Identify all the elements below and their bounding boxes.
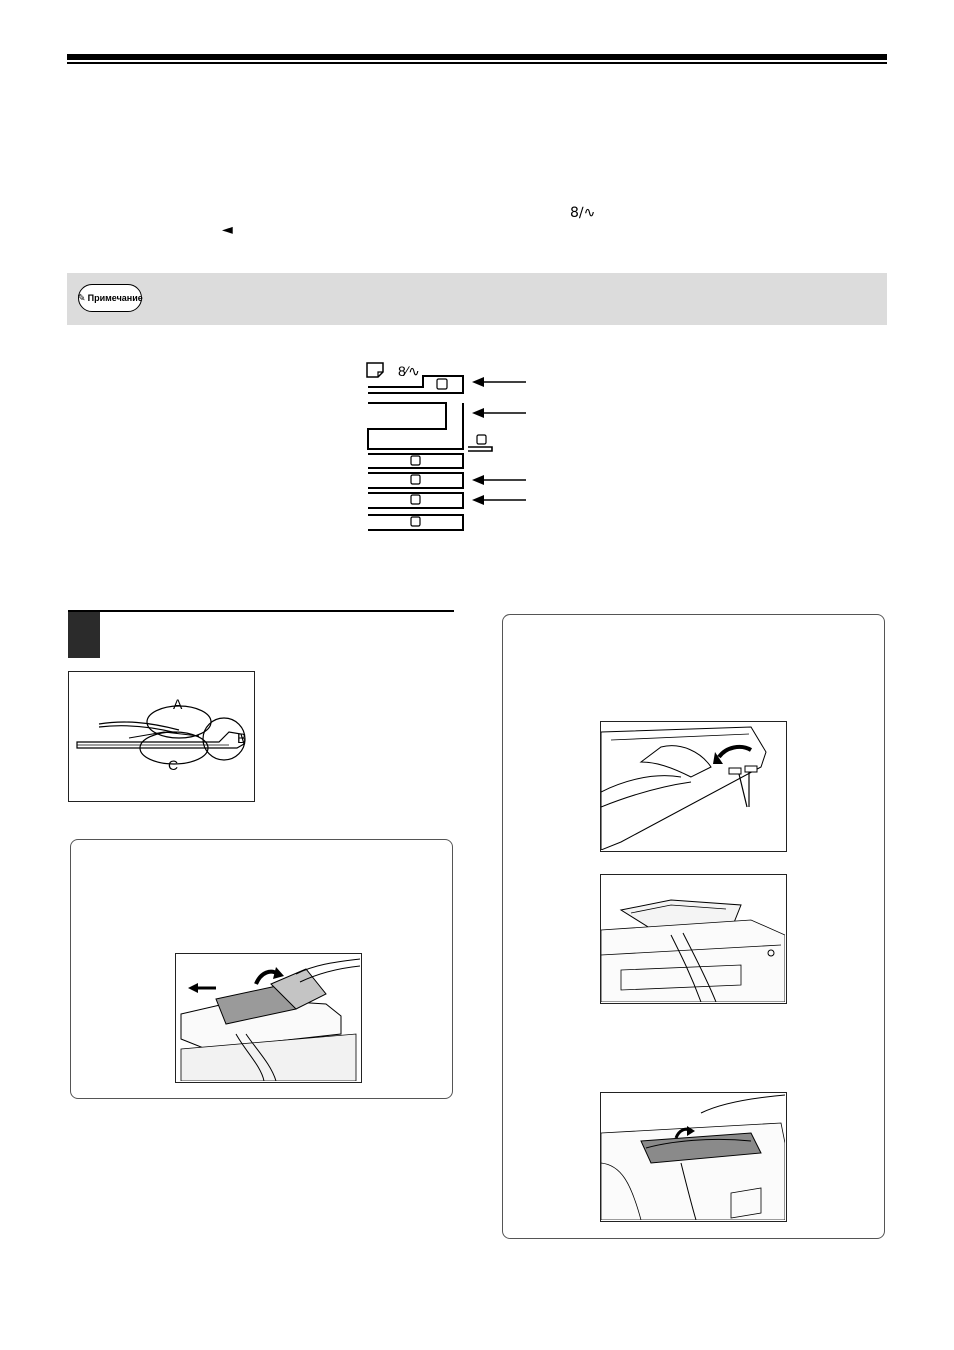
open-tray-illustration (600, 874, 787, 1004)
misfeed-icon: 8∕∿ (398, 363, 420, 379)
arrow-left-icon: ◄ (222, 222, 233, 238)
top-tray-indicator (437, 379, 447, 389)
tray-4-indicator (411, 517, 420, 526)
middle-output-area (368, 403, 463, 449)
misfeed-icon: 8∕∿ (570, 205, 596, 221)
step-rule (68, 610, 454, 612)
tray-2-indicator (411, 475, 420, 484)
label-b: B (237, 730, 247, 746)
step-number-box (68, 612, 100, 658)
open-feeder-illustration (175, 953, 362, 1083)
paper-icon (367, 363, 383, 377)
label-a: A (173, 696, 183, 712)
bypass-indicator (477, 435, 486, 444)
tray-3-indicator (411, 495, 420, 504)
header-rule-thin (67, 62, 887, 64)
note-badge-label: Примечание (87, 293, 143, 303)
lift-cover-illustration (600, 721, 787, 852)
tray-1-indicator (411, 456, 420, 465)
bypass-tray (468, 447, 492, 451)
tray-diagram (360, 355, 540, 540)
header-rule-thick (67, 54, 887, 60)
feeder-area-figure (68, 671, 255, 802)
remove-paper-illustration (600, 1092, 787, 1222)
feeder-diagram (69, 672, 253, 800)
pen-icon: ✎ (77, 292, 86, 304)
note-bar (67, 273, 887, 325)
indicator-arrows (472, 377, 526, 505)
note-badge (78, 284, 142, 312)
label-c: C (168, 757, 179, 773)
